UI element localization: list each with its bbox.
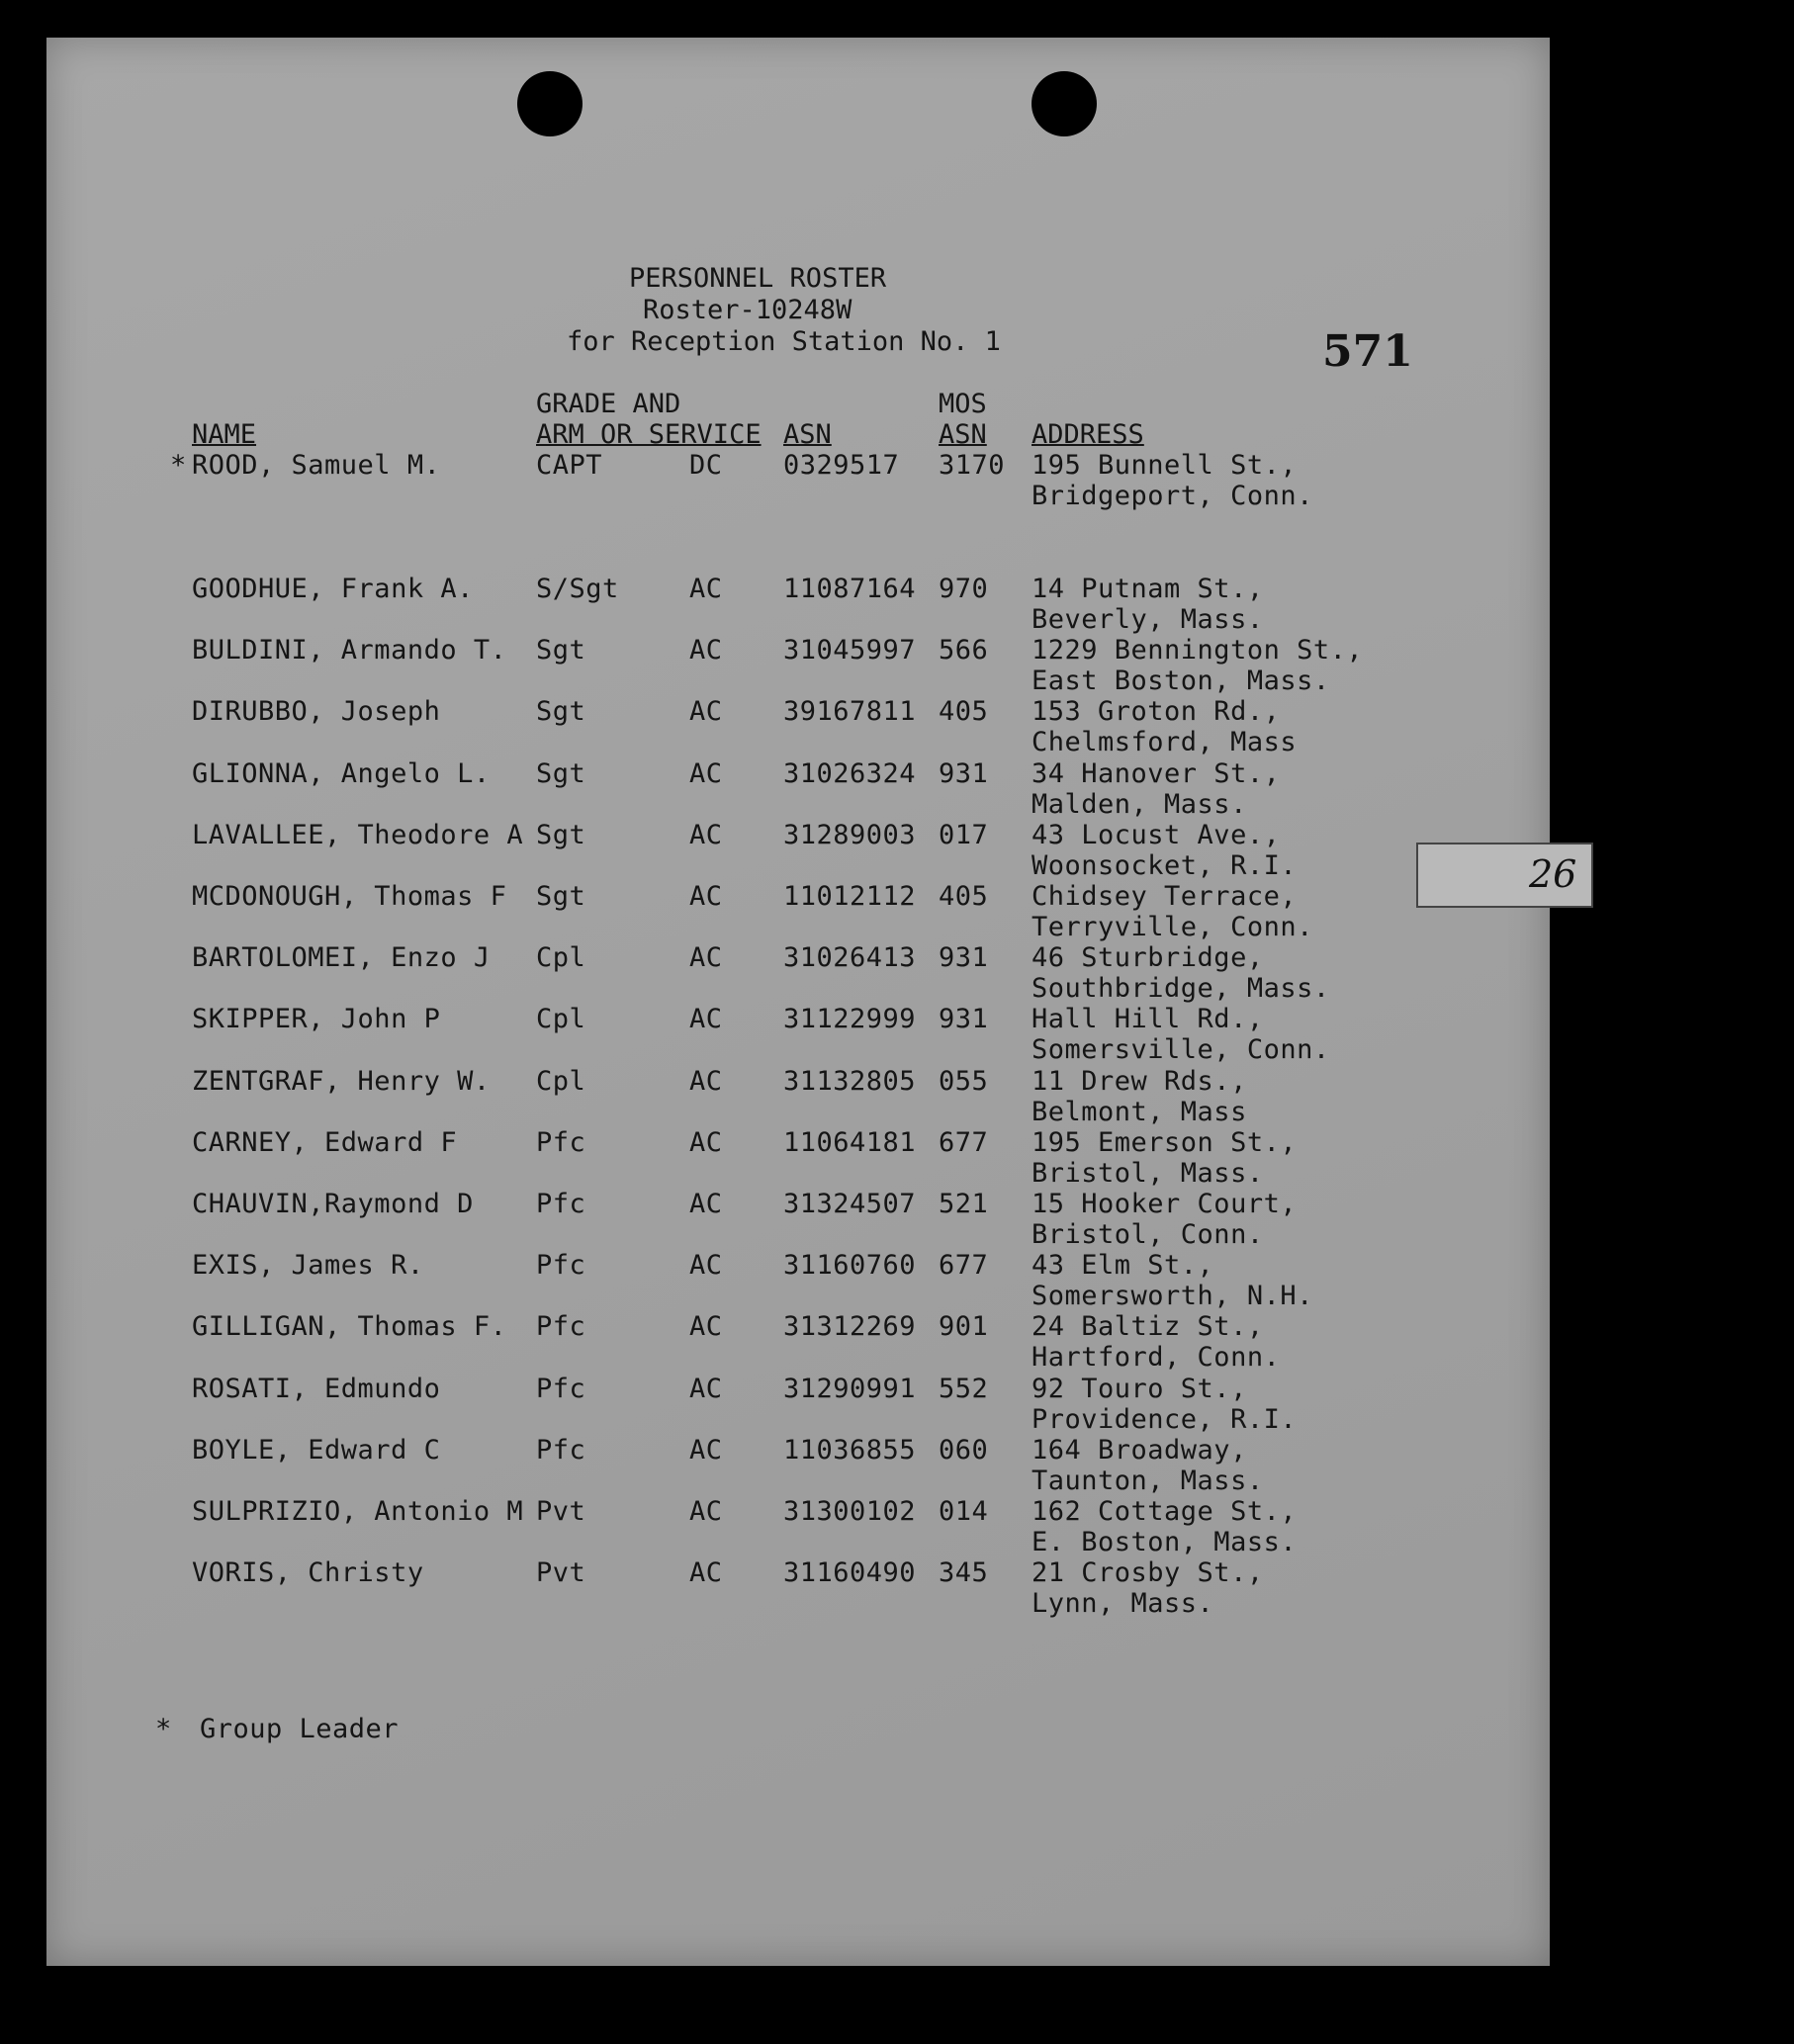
row-address-1: 21 Crosby St., bbox=[1032, 1557, 1264, 1588]
row-asn: 31132805 bbox=[783, 1066, 917, 1097]
punch-hole-right bbox=[1032, 71, 1097, 136]
leader-name: ROOD, Samuel M. bbox=[192, 450, 441, 481]
row-address-1: 43 Locust Ave., bbox=[1032, 820, 1281, 850]
row-grade: Pfc bbox=[536, 1435, 586, 1466]
row-mos: 552 bbox=[939, 1374, 989, 1404]
row-mos: 405 bbox=[939, 696, 989, 727]
row-address-2: E. Boston, Mass. bbox=[1032, 1527, 1298, 1557]
row-mos: 060 bbox=[939, 1435, 989, 1466]
leader-grade: CAPT bbox=[536, 450, 603, 481]
row-asn: 31324507 bbox=[783, 1189, 917, 1219]
row-name: MCDONOUGH, Thomas F bbox=[192, 881, 507, 912]
row-address-1: 153 Groton Rd., bbox=[1032, 696, 1281, 727]
row-address-2: Southbridge, Mass. bbox=[1032, 973, 1330, 1004]
row-mos: 677 bbox=[939, 1127, 989, 1158]
col-grade-header-1: GRADE AND bbox=[536, 389, 681, 419]
row-mos: 405 bbox=[939, 881, 989, 912]
col-asn-header: ASN bbox=[783, 419, 832, 450]
row-address-2: Somersville, Conn. bbox=[1032, 1034, 1330, 1065]
index-tab-label: 26 bbox=[1529, 852, 1577, 896]
row-grade: Pfc bbox=[536, 1250, 586, 1281]
row-arm: AC bbox=[689, 1435, 723, 1466]
row-name: GILLIGAN, Thomas F. bbox=[192, 1311, 507, 1342]
row-mos: 931 bbox=[939, 1004, 989, 1034]
row-grade: Pfc bbox=[536, 1189, 586, 1219]
row-asn: 31160490 bbox=[783, 1557, 917, 1588]
row-mos: 970 bbox=[939, 574, 989, 604]
row-asn: 11012112 bbox=[783, 881, 917, 912]
row-grade: Sgt bbox=[536, 635, 586, 666]
row-address-2: Bristol, Mass. bbox=[1032, 1158, 1264, 1189]
roster-number: Roster-10248W bbox=[643, 295, 852, 325]
row-address-1: 162 Cottage St., bbox=[1032, 1496, 1298, 1527]
row-address-1: 164 Broadway, bbox=[1032, 1435, 1247, 1466]
row-address-2: Chelmsford, Mass bbox=[1032, 727, 1298, 757]
roster-title: PERSONNEL ROSTER bbox=[629, 263, 887, 294]
leader-address-2: Bridgeport, Conn. bbox=[1032, 481, 1313, 511]
row-address-1: 1229 Bennington St., bbox=[1032, 635, 1364, 666]
leader-marker: * bbox=[170, 450, 187, 481]
row-address-1: 92 Touro St., bbox=[1032, 1374, 1247, 1404]
row-grade: Pfc bbox=[536, 1127, 586, 1158]
row-address-1: 46 Sturbridge, bbox=[1032, 942, 1264, 973]
row-mos: 017 bbox=[939, 820, 989, 850]
page-number: 571 bbox=[1322, 326, 1413, 377]
row-arm: AC bbox=[689, 758, 723, 789]
row-name: CARNEY, Edward F bbox=[192, 1127, 458, 1158]
row-arm: AC bbox=[689, 1557, 723, 1588]
leader-asn: 0329517 bbox=[783, 450, 900, 481]
row-mos: 931 bbox=[939, 758, 989, 789]
row-asn: 31160760 bbox=[783, 1250, 917, 1281]
row-address-2: Providence, R.I. bbox=[1032, 1404, 1298, 1435]
row-asn: 31026413 bbox=[783, 942, 917, 973]
row-grade: Cpl bbox=[536, 1066, 586, 1097]
row-address-1: Hall Hill Rd., bbox=[1032, 1004, 1264, 1034]
row-mos: 014 bbox=[939, 1496, 989, 1527]
row-grade: Sgt bbox=[536, 881, 586, 912]
row-name: ROSATI, Edmundo bbox=[192, 1374, 441, 1404]
row-address-2: Woonsocket, R.I. bbox=[1032, 850, 1298, 881]
row-arm: AC bbox=[689, 820, 723, 850]
col-grade-header-2: ARM OR SERVICE bbox=[536, 419, 762, 450]
row-name: ZENTGRAF, Henry W. bbox=[192, 1066, 491, 1097]
row-address-2: Taunton, Mass. bbox=[1032, 1466, 1264, 1496]
footnote-marker: * bbox=[155, 1714, 172, 1744]
row-name: SKIPPER, John P bbox=[192, 1004, 441, 1034]
row-asn: 31122999 bbox=[783, 1004, 917, 1034]
punch-hole-left bbox=[517, 71, 583, 136]
row-arm: AC bbox=[689, 1311, 723, 1342]
row-mos: 566 bbox=[939, 635, 989, 666]
row-address-2: Terryville, Conn. bbox=[1032, 912, 1313, 942]
row-name: EXIS, James R. bbox=[192, 1250, 424, 1281]
row-arm: AC bbox=[689, 1189, 723, 1219]
row-name: LAVALLEE, Theodore A bbox=[192, 820, 524, 850]
row-mos: 677 bbox=[939, 1250, 989, 1281]
col-mos-header-2: ASN bbox=[939, 419, 987, 450]
row-mos: 901 bbox=[939, 1311, 989, 1342]
leader-mos: 3170 bbox=[939, 450, 1006, 481]
row-grade: Pfc bbox=[536, 1374, 586, 1404]
row-grade: Pvt bbox=[536, 1557, 586, 1588]
col-address-header: ADDRESS bbox=[1032, 419, 1144, 450]
row-address-2: Lynn, Mass. bbox=[1032, 1588, 1214, 1619]
row-asn: 11087164 bbox=[783, 574, 917, 604]
row-name: SULPRIZIO, Antonio M bbox=[192, 1496, 524, 1527]
row-mos: 931 bbox=[939, 942, 989, 973]
row-asn: 31026324 bbox=[783, 758, 917, 789]
row-name: GLIONNA, Angelo L. bbox=[192, 758, 491, 789]
row-address-2: East Boston, Mass. bbox=[1032, 666, 1330, 696]
row-address-2: Belmont, Mass bbox=[1032, 1097, 1247, 1127]
station-line: for Reception Station No. 1 bbox=[567, 326, 1001, 357]
row-address-2: Bristol, Conn. bbox=[1032, 1219, 1264, 1250]
row-grade: Sgt bbox=[536, 820, 586, 850]
row-asn: 31045997 bbox=[783, 635, 917, 666]
row-grade: Sgt bbox=[536, 758, 586, 789]
row-grade: Sgt bbox=[536, 696, 586, 727]
row-address-2: Beverly, Mass. bbox=[1032, 604, 1264, 635]
row-address-1: 195 Emerson St., bbox=[1032, 1127, 1298, 1158]
row-address-1: 34 Hanover St., bbox=[1032, 758, 1281, 789]
row-name: BOYLE, Edward C bbox=[192, 1435, 441, 1466]
row-mos: 055 bbox=[939, 1066, 989, 1097]
row-arm: AC bbox=[689, 574, 723, 604]
row-address-1: 43 Elm St., bbox=[1032, 1250, 1214, 1281]
row-address-1: 11 Drew Rds., bbox=[1032, 1066, 1247, 1097]
row-asn: 39167811 bbox=[783, 696, 917, 727]
row-grade: Pvt bbox=[536, 1496, 586, 1527]
row-asn: 31312269 bbox=[783, 1311, 917, 1342]
row-name: DIRUBBO, Joseph bbox=[192, 696, 441, 727]
row-asn: 11036855 bbox=[783, 1435, 917, 1466]
row-asn: 31289003 bbox=[783, 820, 917, 850]
row-asn: 31290991 bbox=[783, 1374, 917, 1404]
row-address-2: Hartford, Conn. bbox=[1032, 1342, 1281, 1373]
row-address-1: 15 Hooker Court, bbox=[1032, 1189, 1298, 1219]
row-address-2: Somersworth, N.H. bbox=[1032, 1281, 1313, 1311]
row-arm: AC bbox=[689, 881, 723, 912]
row-address-2: Malden, Mass. bbox=[1032, 789, 1247, 820]
row-mos: 345 bbox=[939, 1557, 989, 1588]
row-address-1: 24 Baltiz St., bbox=[1032, 1311, 1264, 1342]
row-asn: 11064181 bbox=[783, 1127, 917, 1158]
row-arm: AC bbox=[689, 635, 723, 666]
row-arm: AC bbox=[689, 1250, 723, 1281]
row-mos: 521 bbox=[939, 1189, 989, 1219]
row-grade: Cpl bbox=[536, 942, 586, 973]
row-name: BARTOLOMEI, Enzo J bbox=[192, 942, 491, 973]
col-name-header: NAME bbox=[192, 419, 257, 450]
row-arm: AC bbox=[689, 1127, 723, 1158]
row-grade: S/Sgt bbox=[536, 574, 619, 604]
row-grade: Cpl bbox=[536, 1004, 586, 1034]
row-arm: AC bbox=[689, 942, 723, 973]
leader-arm: DC bbox=[689, 450, 723, 481]
row-asn: 31300102 bbox=[783, 1496, 917, 1527]
row-arm: AC bbox=[689, 1496, 723, 1527]
row-name: BULDINI, Armando T. bbox=[192, 635, 507, 666]
col-mos-header-1: MOS bbox=[939, 389, 987, 419]
row-name: GOODHUE, Frank A. bbox=[192, 574, 474, 604]
row-grade: Pfc bbox=[536, 1311, 586, 1342]
row-address-1: Chidsey Terrace, bbox=[1032, 881, 1298, 912]
row-name: CHAUVIN,Raymond D bbox=[192, 1189, 474, 1219]
row-arm: AC bbox=[689, 1004, 723, 1034]
leader-address-1: 195 Bunnell St., bbox=[1032, 450, 1298, 481]
row-arm: AC bbox=[689, 696, 723, 727]
row-arm: AC bbox=[689, 1374, 723, 1404]
row-address-1: 14 Putnam St., bbox=[1032, 574, 1264, 604]
row-arm: AC bbox=[689, 1066, 723, 1097]
row-name: VORIS, Christy bbox=[192, 1557, 424, 1588]
footnote-text: Group Leader bbox=[200, 1714, 400, 1744]
